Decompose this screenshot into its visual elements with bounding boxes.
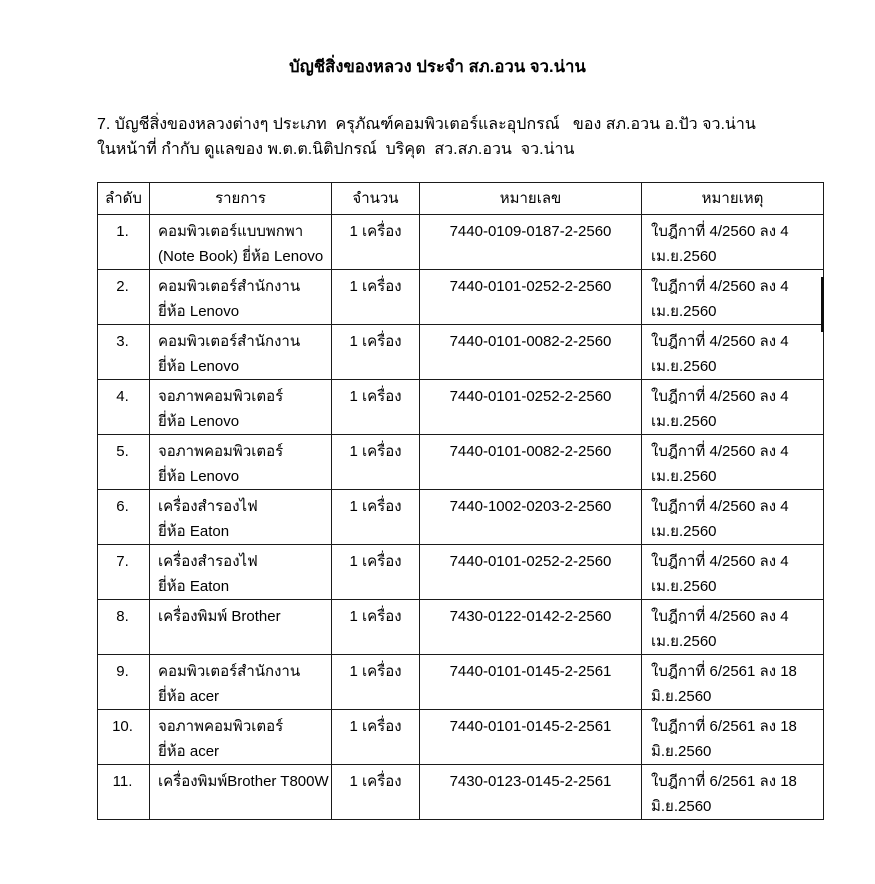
cell-item-line: ยี่ห้อ Lenovo (158, 303, 240, 320)
scan-artifact-mark (821, 277, 824, 332)
cell-quantity-line: 1 เครื่อง (349, 718, 402, 735)
cell-seq (98, 325, 150, 380)
cell-seq-line: 6. (116, 498, 129, 515)
cell-quantity (332, 710, 420, 765)
cell-note-line: เม.ย.2560 (651, 633, 717, 650)
cell-code-line: 7430-0123-0145-2-2561 (449, 773, 612, 790)
cell-item-line: คอมพิวเตอร์แบบพกพา (158, 223, 304, 240)
cell-seq-line: 1. (116, 223, 129, 240)
cell-item-line: จอภาพคอมพิวเตอร์ (158, 443, 284, 460)
cell-seq (98, 600, 150, 655)
cell-quantity-line: 1 เครื่อง (349, 223, 402, 240)
column-header-note: หมายเหตุ (642, 183, 824, 215)
cell-seq-line: 7. (116, 553, 129, 570)
cell-item-line: คอมพิวเตอร์สำนักงาน (158, 663, 301, 680)
cell-item-line: ยี่ห้อ Lenovo (158, 358, 240, 375)
cell-note (642, 215, 824, 270)
cell-note-line: ใบฎีกาที่ 6/2561 ลง 18 (651, 773, 797, 790)
cell-seq-line: 11. (112, 773, 133, 790)
cell-note-line: ใบฎีกาที่ 4/2560 ลง 4 (651, 498, 789, 515)
cell-note-line: ใบฎีกาที่ 4/2560 ลง 4 (651, 553, 789, 570)
cell-quantity (332, 600, 420, 655)
cell-quantity-line: 1 เครื่อง (349, 333, 402, 350)
cell-note-line: ใบฎีกาที่ 4/2560 ลง 4 (651, 443, 789, 460)
cell-item-line: ยี่ห้อ Eaton (158, 578, 230, 595)
inventory-table (97, 182, 824, 820)
cell-code (420, 490, 642, 545)
intro-line-1: 7. บัญชีสิ่งของหลวงต่างๆ ประเภท ครุภัณฑ์คอมพิวเตอร์และอุปกรณ์ ของ สภ.อวน อ.ปัว จว.น่าน (97, 116, 756, 133)
cell-item-line: ยี่ห้อ Lenovo (158, 413, 240, 430)
cell-code-line: 7440-0109-0187-2-2560 (449, 223, 612, 240)
table-row (98, 600, 824, 655)
cell-note-line: เม.ย.2560 (651, 303, 717, 320)
cell-quantity (332, 325, 420, 380)
cell-item-line: คอมพิวเตอร์สำนักงาน (158, 333, 301, 350)
cell-item-line: คอมพิวเตอร์สำนักงาน (158, 278, 301, 295)
cell-code-line: 7440-0101-0145-2-2561 (449, 663, 612, 680)
cell-code-line: 7430-0122-0142-2-2560 (449, 608, 612, 625)
cell-item (150, 215, 332, 270)
table-row (98, 545, 824, 600)
cell-seq-line: 2. (116, 278, 129, 295)
cell-item-line: ยี่ห้อ acer (158, 743, 220, 760)
cell-note (642, 765, 824, 820)
cell-seq (98, 380, 150, 435)
cell-seq (98, 490, 150, 545)
cell-seq (98, 270, 150, 325)
cell-code-line: 7440-0101-0145-2-2561 (449, 718, 612, 735)
cell-item-line: เครื่องพิมพ์Brother T800W (158, 773, 329, 790)
cell-quantity (332, 490, 420, 545)
cell-seq (98, 765, 150, 820)
cell-note (642, 435, 824, 490)
column-header-item: รายการ (150, 183, 332, 215)
cell-item (150, 380, 332, 435)
cell-code-line: 7440-0101-0082-2-2560 (449, 333, 612, 350)
column-header-qty: จำนวน (332, 183, 420, 215)
cell-code (420, 270, 642, 325)
cell-item-line: จอภาพคอมพิวเตอร์ (158, 388, 284, 405)
cell-note-line: ใบฎีกาที่ 4/2560 ลง 4 (651, 333, 789, 350)
cell-note (642, 655, 824, 710)
table-body (98, 215, 824, 820)
table-row (98, 270, 824, 325)
cell-note (642, 325, 824, 380)
cell-quantity (332, 765, 420, 820)
cell-note-line: เม.ย.2560 (651, 248, 717, 265)
page-title: บัญชีสิ่งของหลวง ประจำ สภ.อวน จว.น่าน (289, 58, 586, 76)
cell-note-line: เม.ย.2560 (651, 578, 717, 595)
cell-item (150, 600, 332, 655)
cell-item (150, 490, 332, 545)
table-row (98, 380, 824, 435)
cell-code (420, 765, 642, 820)
cell-note (642, 710, 824, 765)
cell-quantity-line: 1 เครื่อง (349, 773, 402, 790)
cell-code (420, 600, 642, 655)
cell-seq-line: 10. (112, 718, 133, 735)
cell-note (642, 600, 824, 655)
table-row (98, 490, 824, 545)
cell-code-line: 7440-1002-0203-2-2560 (449, 498, 612, 515)
cell-quantity (332, 270, 420, 325)
cell-item-line: (Note Book) ยี่ห้อ Lenovo (158, 248, 324, 265)
table-row (98, 325, 824, 380)
cell-note-line: เม.ย.2560 (651, 468, 717, 485)
cell-note-line: เม.ย.2560 (651, 523, 717, 540)
cell-code (420, 325, 642, 380)
table-row (98, 215, 824, 270)
cell-code (420, 710, 642, 765)
cell-code-line: 7440-0101-0252-2-2560 (449, 553, 612, 570)
cell-item-line: เครื่องพิมพ์ Brother (158, 608, 281, 625)
cell-code (420, 435, 642, 490)
cell-quantity (332, 655, 420, 710)
cell-item (150, 655, 332, 710)
cell-item-line: ยี่ห้อ acer (158, 688, 220, 705)
cell-seq (98, 435, 150, 490)
table-row (98, 765, 824, 820)
table-row (98, 655, 824, 710)
cell-item (150, 545, 332, 600)
cell-note (642, 270, 824, 325)
cell-note-line: ใบฎีกาที่ 4/2560 ลง 4 (651, 223, 789, 240)
cell-quantity (332, 215, 420, 270)
cell-item (150, 435, 332, 490)
intro-paragraph (97, 112, 837, 162)
table-header-row (98, 183, 824, 215)
cell-item (150, 710, 332, 765)
cell-seq-line: 8. (116, 608, 129, 625)
cell-quantity-line: 1 เครื่อง (349, 388, 402, 405)
cell-quantity-line: 1 เครื่อง (349, 663, 402, 680)
cell-quantity-line: 1 เครื่อง (349, 608, 402, 625)
cell-note-line: เม.ย.2560 (651, 413, 717, 430)
cell-code (420, 380, 642, 435)
cell-note-line: เม.ย.2560 (651, 358, 717, 375)
cell-quantity (332, 545, 420, 600)
cell-seq (98, 545, 150, 600)
cell-seq-line: 3. (116, 333, 129, 350)
cell-seq-line: 4. (116, 388, 129, 405)
cell-note (642, 380, 824, 435)
cell-seq (98, 710, 150, 765)
cell-item-line: ยี่ห้อ Eaton (158, 523, 230, 540)
cell-item (150, 325, 332, 380)
cell-quantity (332, 380, 420, 435)
cell-note-line: ใบฎีกาที่ 4/2560 ลง 4 (651, 388, 789, 405)
cell-note (642, 490, 824, 545)
cell-seq (98, 655, 150, 710)
cell-item (150, 270, 332, 325)
cell-code-line: 7440-0101-0252-2-2560 (449, 278, 612, 295)
column-header-seq: ลำดับ (98, 183, 150, 215)
cell-item (150, 765, 332, 820)
cell-code (420, 215, 642, 270)
cell-seq-line: 9. (116, 663, 129, 680)
cell-note-line: ใบฎีกาที่ 4/2560 ลง 4 (651, 278, 789, 295)
cell-note-line: มิ.ย.2560 (651, 743, 712, 760)
cell-note (642, 545, 824, 600)
cell-quantity-line: 1 เครื่อง (349, 443, 402, 460)
cell-item-line: ยี่ห้อ Lenovo (158, 468, 240, 485)
cell-note-line: ใบฎีกาที่ 4/2560 ลง 4 (651, 608, 789, 625)
cell-seq-line: 5. (116, 443, 129, 460)
cell-quantity (332, 435, 420, 490)
column-header-code: หมายเลข (420, 183, 642, 215)
cell-item-line: เครื่องสำรองไฟ (158, 498, 258, 515)
cell-note-line: ใบฎีกาที่ 6/2561 ลง 18 (651, 663, 797, 680)
cell-note-line: มิ.ย.2560 (651, 688, 712, 705)
cell-code (420, 655, 642, 710)
cell-item-line: เครื่องสำรองไฟ (158, 553, 258, 570)
cell-item-line: จอภาพคอมพิวเตอร์ (158, 718, 284, 735)
table-row (98, 710, 824, 765)
cell-code (420, 545, 642, 600)
cell-quantity-line: 1 เครื่อง (349, 498, 402, 515)
cell-quantity-line: 1 เครื่อง (349, 553, 402, 570)
cell-note-line: ใบฎีกาที่ 6/2561 ลง 18 (651, 718, 797, 735)
cell-seq (98, 215, 150, 270)
intro-line-2: ในหน้าที่ กำกับ ดูแลของ พ.ต.ต.นิติปกรณ์ บริคุต สว.สภ.อวน จว.น่าน (97, 141, 575, 158)
cell-code-line: 7440-0101-0082-2-2560 (449, 443, 612, 460)
cell-quantity-line: 1 เครื่อง (349, 278, 402, 295)
cell-code-line: 7440-0101-0252-2-2560 (449, 388, 612, 405)
table-row (98, 435, 824, 490)
cell-note-line: มิ.ย.2560 (651, 798, 712, 815)
